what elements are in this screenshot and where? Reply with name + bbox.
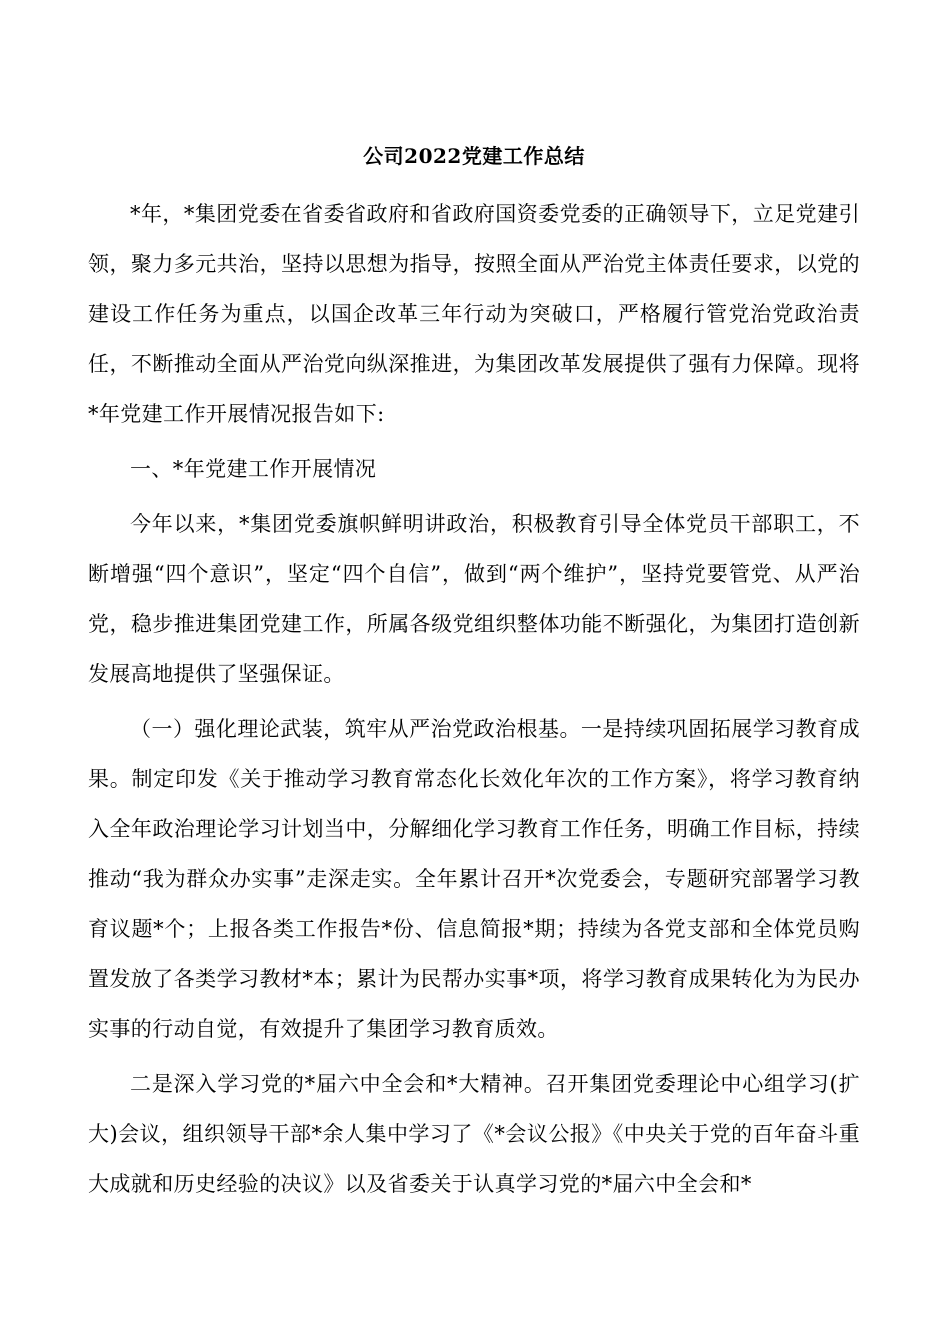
document-page [88, 140, 860, 1209]
overview-paragraph: 今年以来，*集团党委旗帜鲜明讲政治，积极教育引导全体党员干部职工，不断增强“四个意识”，坚定“四个自信”，做到“两个维护”，坚持党要管党、从严治党，稳步推进集团党建工作，所属各级党组织整体功能不断强化，为集团打造创新发展高地提供了坚强保证。 [88, 512, 860, 686]
intro-paragraph: *年，*集团党委在省委省政府和省政府国资委党委的正确领导下，立足党建引领，聚力多元共治，坚持以思想为指导，按照全面从严治党主体责任要求，以党的建设工作任务为重点，以国企改革三年行动为突破口，严格履行管党治党政治责任，不断推动全面从严治党向纵深推进，为集团改革发展提供了强有力保障。现将*年党建工作开展情况报告如下: [88, 202, 860, 426]
section-heading: 一、*年党建工作开展情况 [130, 457, 377, 481]
study-paragraph: 二是深入学习党的*届六中全会和*大精神。召开集团党委理论中心组学习(扩大)会议，组织领导干部*余人集中学习了《*会议公报》《中央关于党的百年奋斗重大成就和历史经验的决议》以及省委关于认真学习党的*届六中全会和* [88, 1072, 860, 1196]
document-title: 公司2022党建工作总结 [363, 144, 585, 168]
theory-paragraph: （一）强化理论武装，筑牢从严治党政治根基。一是持续巩固拓展学习教育成果。制定印发《关于推动学习教育常态化长效化年次的工作方案》，将学习教育纳入全年政治理论学习计划当中，分解细化学习教育工作任务，明确工作目标，持续推动“我为群众办实事”走深走实。全年累计召开*次党委会，专题研究部署学习教育议题*个；上报各类工作报告*份、信息简报*期；持续为各党支部和全体党员购置发放了各类学习教材*本；累计为民帮办实事*项，将学习教育成果转化为为民办实事的行动自觉，有效提升了集团学习教育质效。 [88, 717, 860, 1041]
